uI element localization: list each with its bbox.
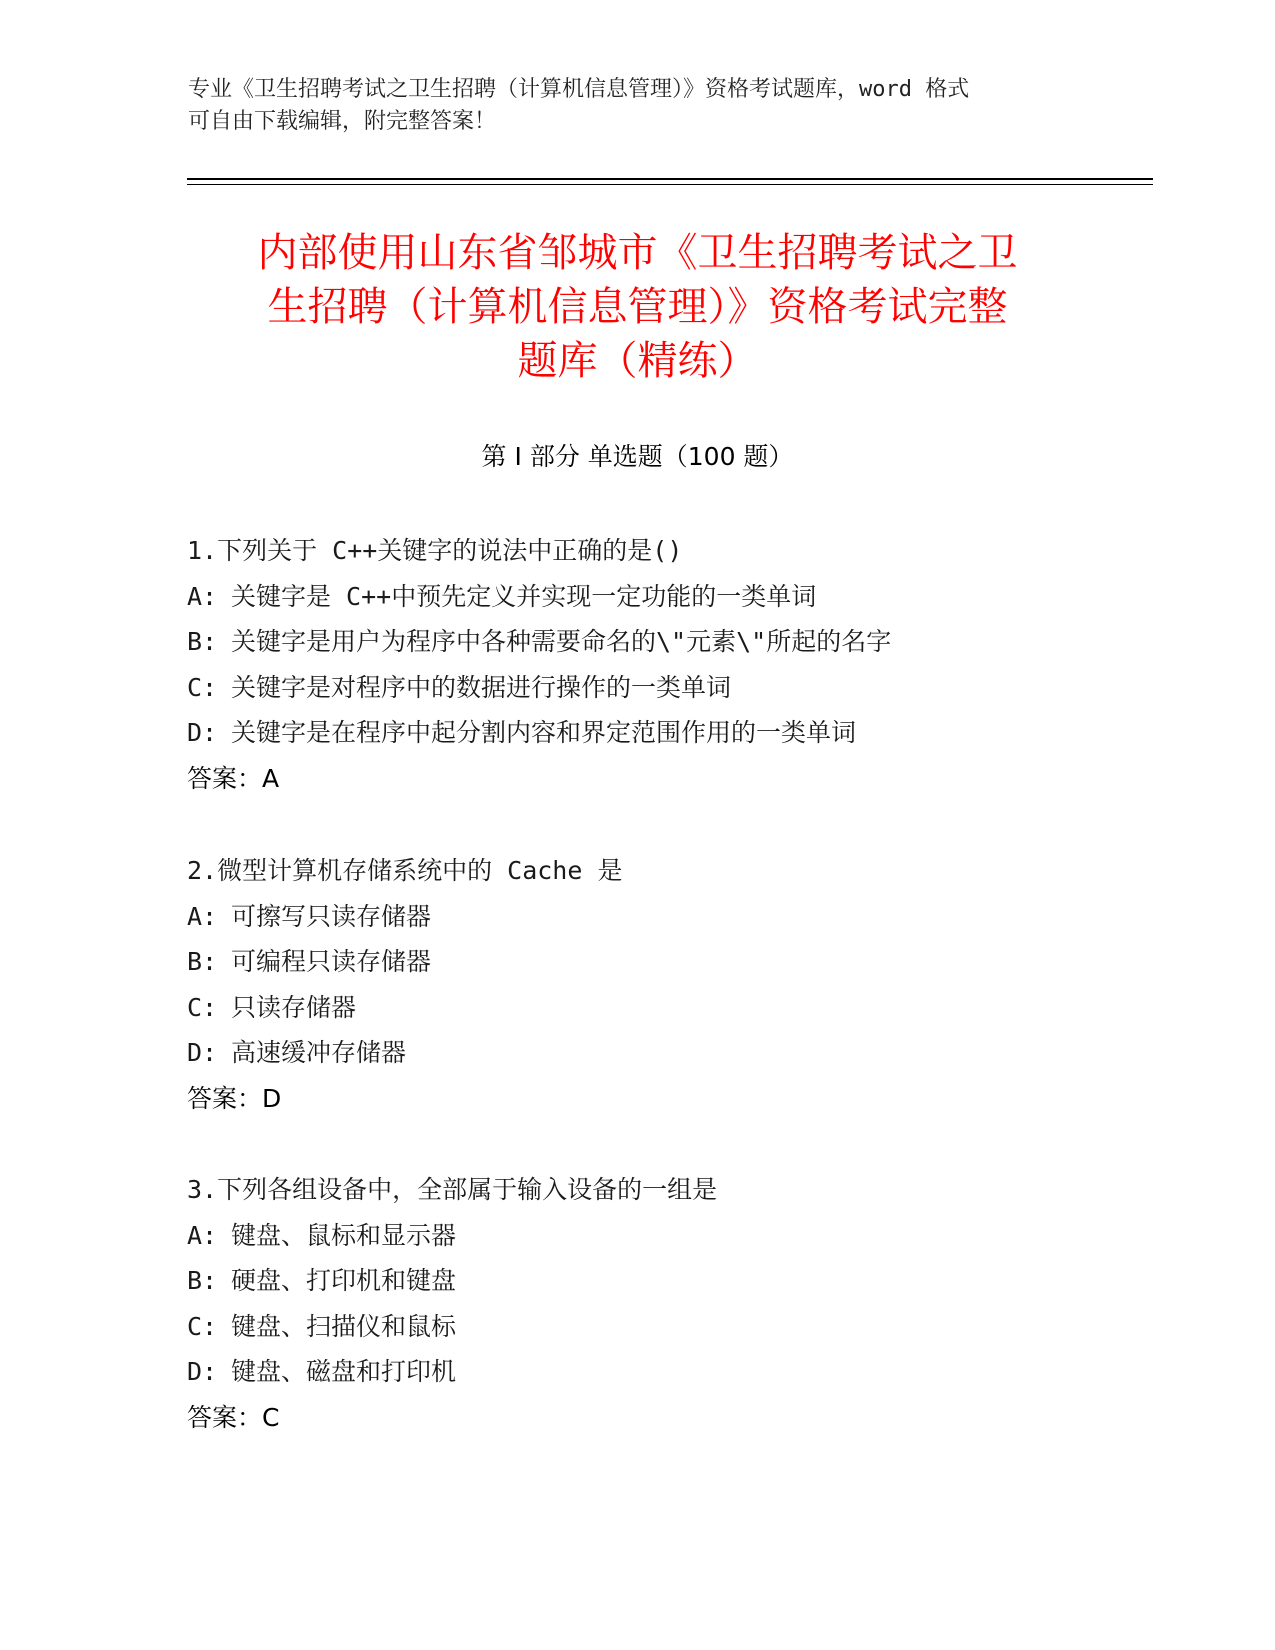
option-text: 关键字是在程序中起分割内容和界定范围作用的一类单词 [231,718,857,747]
option-label: C: [187,1311,218,1341]
option-label: B: [187,627,218,656]
option-text: 可擦写只读存储器 [231,901,432,931]
option-text: 只读存储器 [231,992,357,1022]
option-text: 关键字是用户为程序中各种需要命名的\"元素\"所起的名字 [231,627,892,656]
document-title [160,226,1115,388]
option-d [187,1349,1127,1395]
question-3 [187,1167,1127,1440]
option-label: B: [187,1266,218,1295]
option-a [187,574,1127,620]
option-label: C: [187,992,218,1022]
option-label: B: [187,947,218,976]
header-rule-thick [187,178,1153,180]
document-title-line-2: 生招聘（计算机信息管理）》资格考试完整 [267,284,1008,330]
option-b [187,1258,1127,1304]
option-text: 关键字是对程序中的数据进行操作的一类单词 [231,672,732,702]
option-c [187,985,1127,1031]
option-c [187,665,1127,711]
option-label: D: [187,1357,218,1386]
header-note-line-1: 专业《卫生招聘考试之卫生招聘（计算机信息管理）》资格考试题库，word 格式 [188,77,970,102]
option-text: 高速缓冲存储器 [231,1038,407,1067]
answer: 答案：A [187,763,280,793]
document-title-line-3: 题库（精练） [517,338,758,384]
header-note-line-2: 可自由下载编辑，附完整答案！ [188,109,497,134]
section-title: 第 I 部分 单选题（100 题） [481,442,794,471]
header-rule-thin [187,184,1153,185]
option-label: A: [187,581,218,611]
option-label: D: [187,1038,218,1067]
option-a [187,1213,1127,1259]
answer: 答案：D [187,1083,282,1113]
option-b [187,619,1127,665]
question-1 [187,528,1127,801]
option-text: 可编程只读存储器 [231,947,432,976]
document-title-line-1: 内部使用山东省邹城市《卫生招聘考试之卫 [257,230,1018,276]
option-text: 键盘、扫描仪和鼠标 [231,1311,457,1341]
question-stem: 1.下列关于 C++关键字的说法中正确的是() [187,536,683,565]
option-label: A: [187,901,218,931]
header-note [188,74,1088,138]
option-text: 硬盘、打印机和键盘 [231,1266,457,1295]
option-label: A: [187,1220,218,1250]
option-text: 关键字是 C++中预先定义并实现一定功能的一类单词 [231,581,817,611]
question-stem: 2.微型计算机存储系统中的 Cache 是 [187,856,623,885]
question-2 [187,848,1127,1121]
option-d [187,1030,1127,1076]
option-c [187,1304,1127,1350]
answer: 答案：C [187,1402,280,1432]
option-text: 键盘、鼠标和显示器 [231,1220,457,1250]
option-label: D: [187,718,218,747]
option-d [187,710,1127,756]
option-a [187,894,1127,940]
option-text: 键盘、磁盘和打印机 [231,1357,457,1386]
option-b [187,939,1127,985]
question-stem: 3.下列各组设备中，全部属于输入设备的一组是 [187,1175,718,1204]
option-label: C: [187,672,218,702]
